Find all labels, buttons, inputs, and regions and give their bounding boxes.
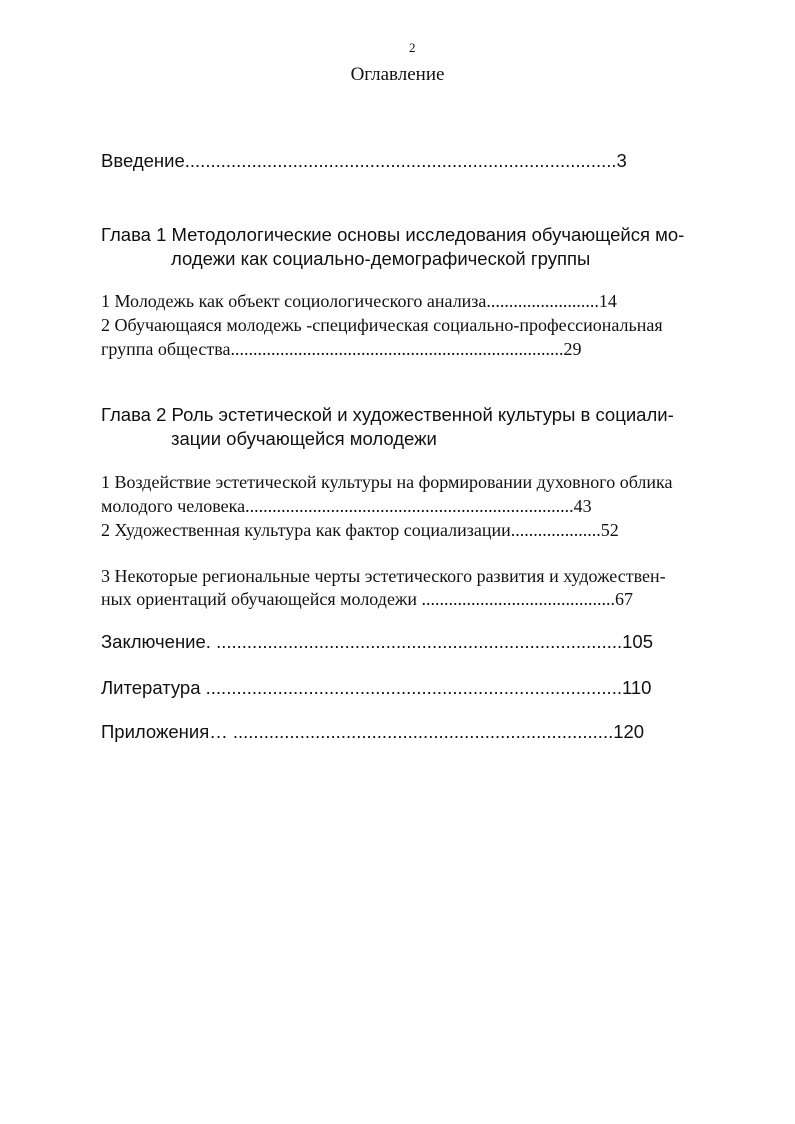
toc-chapter1-item1[interactable]: 1 Молодежь как объект социологического анализа.........................14 bbox=[101, 291, 617, 311]
toc-chapter1-heading-line1[interactable]: Глава 1 Методологические основы исследования обучающейся мо- bbox=[101, 224, 685, 245]
page-title: Оглавление bbox=[350, 64, 445, 85]
toc-appendices[interactable]: Приложения… ..........................................................................120 bbox=[101, 721, 645, 742]
toc-chapter2-item1-line1[interactable]: 1 Воздействие эстетической культуры на формировании духовного облика bbox=[101, 472, 673, 492]
toc-literature[interactable]: Литература .................................................................................110 bbox=[101, 677, 652, 698]
toc-chapter2-item3-line2[interactable]: ных ориентаций обучающейся молодежи ...........................................67 bbox=[101, 589, 634, 609]
toc-chapter2-heading-line2[interactable]: зации обучающейся молодежи bbox=[171, 428, 437, 449]
toc-chapter1-item2-line1[interactable]: 2 Обучающаяся молодежь -специфическая социально-профессиональная bbox=[101, 315, 663, 335]
toc-chapter2-item2[interactable]: 2 Художественная культура как фактор социализации....................52 bbox=[101, 520, 619, 540]
toc-chapter2-heading-line1[interactable]: Глава 2 Роль эстетической и художественной культуры в социали- bbox=[101, 404, 674, 425]
page-number: 2 bbox=[409, 40, 416, 55]
toc-chapter1-heading-line2[interactable]: лодежи как социально-демографической группы bbox=[171, 248, 591, 269]
toc-chapter1-item2-line2[interactable]: группа общества..........................................................................29 bbox=[101, 339, 582, 359]
toc-chapter2-item3-line1[interactable]: 3 Некоторые региональные черты эстетического развития и художествен- bbox=[101, 566, 666, 586]
toc-intro[interactable]: Введение....................................................................................3 bbox=[101, 150, 627, 171]
toc-conclusion[interactable]: Заключение. ...............................................................................105 bbox=[101, 631, 653, 652]
toc-chapter2-item1-line2[interactable]: молодого человека.........................................................................43 bbox=[101, 496, 592, 516]
